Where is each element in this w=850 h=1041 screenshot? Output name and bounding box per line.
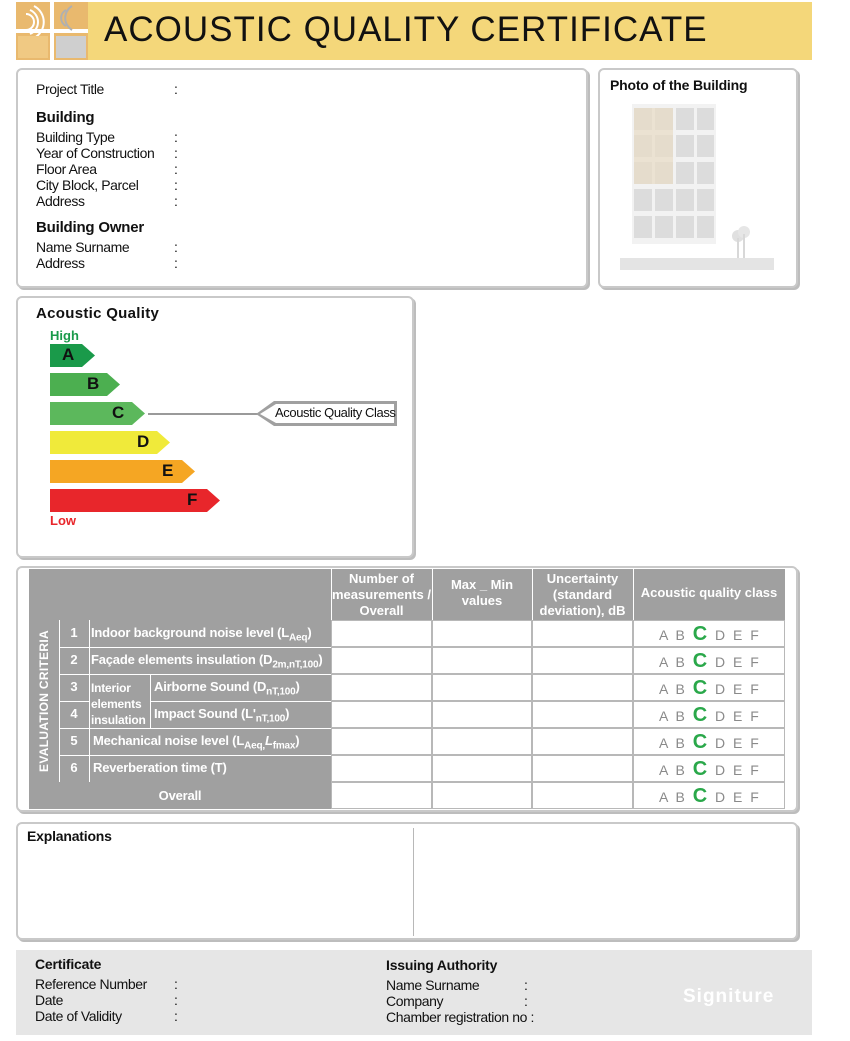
city-block-label: City Block, Parcel	[36, 177, 139, 193]
col-class: Acoustic quality class	[640, 585, 778, 600]
maxmin-cell	[432, 674, 532, 701]
measurements-cell	[331, 728, 432, 755]
maxmin-cell	[432, 647, 532, 674]
row-separator	[59, 701, 89, 702]
maxmin-cell	[432, 701, 532, 728]
address-label: Address	[36, 193, 85, 209]
quality-bar-letter: C	[112, 403, 125, 422]
class-letters: A B C D E F	[659, 758, 761, 780]
year-label: Year of Construction	[36, 145, 155, 161]
overall-maxmin-cell	[432, 782, 532, 809]
row-number: 4	[70, 706, 78, 721]
class-letters: A B C D E F	[659, 704, 761, 726]
chamber-label: Chamber registration no :	[386, 1009, 534, 1025]
authority-name-label: Name Surname	[386, 977, 480, 993]
colon: :	[174, 145, 178, 161]
col-measurements: Number of measurements / Overall	[332, 571, 431, 618]
divider	[413, 828, 414, 936]
quality-bar-b	[50, 373, 121, 396]
quality-bar-e	[50, 460, 196, 483]
colon: :	[174, 193, 178, 209]
colon: :	[174, 81, 178, 97]
signature-label: Signiture	[683, 986, 775, 1007]
high-label: High	[50, 328, 79, 343]
colon: :	[524, 977, 528, 993]
row-label: Mechanical noise level $(L_{Aeq,}L_{fmax})$	[93, 733, 300, 752]
row-number: 6	[70, 760, 78, 775]
side-label: EVALUATION CRITERIA	[37, 630, 51, 772]
colon: :	[174, 1008, 178, 1024]
uncertainty-cell	[532, 728, 633, 755]
overall-measurements-cell	[331, 782, 432, 809]
row-number: 5	[70, 733, 78, 748]
class-letters: A B C D E F	[659, 650, 761, 672]
quality-bar-letter: B	[87, 374, 100, 393]
certificate-heading: Certificate	[35, 956, 102, 972]
quality-bar-d	[50, 431, 171, 454]
floor-area-label: Floor Area	[36, 161, 97, 177]
reference-number-label: Reference Number	[35, 976, 147, 992]
overall-uncertainty-cell	[532, 782, 633, 809]
page-title: ACOUSTIC QUALITY CERTIFICATE	[104, 10, 708, 49]
interior-label: Interior elements insulation	[91, 681, 146, 727]
quality-bar-c	[50, 402, 146, 425]
date-validity-label: Date of Validity	[35, 1008, 122, 1024]
colon: :	[174, 161, 178, 177]
quality-bar-letter: A	[62, 345, 75, 364]
explanations-title: Explanations	[27, 828, 112, 844]
quality-bar-letter: D	[137, 432, 150, 451]
building-photo	[620, 100, 774, 272]
row-label: Façade elements insulation $(D_{2m,nT,100})$	[91, 652, 323, 671]
building-type-label: Building Type	[36, 129, 115, 145]
company-label: Company	[386, 993, 444, 1009]
uncertainty-cell	[532, 620, 633, 647]
overall-label: Overall	[158, 788, 202, 803]
maxmin-cell	[432, 620, 532, 647]
explanations-panel	[16, 822, 798, 940]
acoustic-quality-heading: Acoustic Quality	[36, 305, 160, 322]
building-heading: Building	[36, 109, 95, 126]
class-letters: A B C D E F	[659, 623, 761, 645]
logo	[16, 2, 88, 60]
colon: :	[174, 992, 178, 1008]
row-separator	[59, 674, 331, 675]
owner-name-label: Name Surname	[36, 239, 130, 255]
colon: :	[174, 129, 178, 145]
date-label: Date	[35, 992, 63, 1008]
colon: :	[174, 239, 178, 255]
row-number: 3	[70, 679, 78, 694]
quality-bar-letter: F	[187, 490, 198, 509]
measurements-cell	[331, 647, 432, 674]
class-letters: A B C D E F	[659, 677, 761, 699]
maxmin-cell	[432, 755, 532, 782]
colon: :	[174, 976, 178, 992]
row-label: Airborne Sound $(D_{nT,100})$	[154, 679, 300, 698]
row-label: Reverberation time (T)	[93, 760, 227, 775]
class-letters: A B C D E F	[659, 731, 761, 753]
measurements-cell	[331, 701, 432, 728]
row-label: Indoor background noise level $(L_{Aeq})$	[91, 625, 312, 644]
colon: :	[524, 993, 528, 1009]
quality-bar-letter: E	[162, 461, 174, 480]
row-number: 1	[70, 625, 78, 640]
uncertainty-cell	[532, 674, 633, 701]
uncertainty-cell	[532, 647, 633, 674]
row-separator	[150, 701, 331, 702]
low-label: Low	[50, 513, 76, 528]
row-separator	[59, 728, 331, 729]
measurements-cell	[331, 674, 432, 701]
uncertainty-cell	[532, 701, 633, 728]
measurements-cell	[331, 620, 432, 647]
project-title-label: Project Title	[36, 81, 104, 97]
col-maxmin: Max _ Min values	[450, 577, 514, 608]
owner-heading: Building Owner	[36, 219, 145, 236]
issuing-authority-heading: Issuing Authority	[386, 957, 498, 973]
owner-address-label: Address	[36, 255, 85, 271]
class-letters: A B C D E F	[659, 785, 761, 807]
maxmin-cell	[432, 728, 532, 755]
col-uncertainty: Uncertainty (standard deviation), dB	[539, 571, 626, 618]
row-label: Impact Sound $(L'_{nT,100})$	[154, 706, 290, 725]
measurements-cell	[331, 755, 432, 782]
uncertainty-cell	[532, 755, 633, 782]
divider	[89, 674, 90, 728]
colon: :	[174, 255, 178, 271]
photo-title: Photo of the Building	[610, 77, 748, 93]
row-separator	[59, 755, 331, 756]
colon: :	[174, 177, 178, 193]
pointer-label: Acoustic Quality Class	[275, 405, 396, 420]
row-separator	[59, 647, 331, 648]
row-number: 2	[70, 652, 78, 667]
